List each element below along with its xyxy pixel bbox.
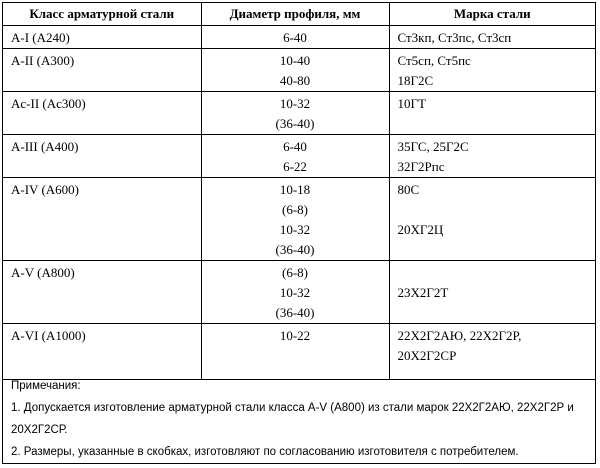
- diameter-value: 10-40: [279, 53, 311, 68]
- steel-class-cell: [3, 324, 201, 380]
- steel-grade-value: [390, 114, 596, 134]
- diameter-cell: [201, 26, 389, 49]
- steel-grade-cell: [389, 324, 595, 380]
- table-row: [3, 92, 595, 135]
- steel-class-cell: [3, 178, 201, 261]
- diameter-value: 6-40: [283, 139, 307, 154]
- steel-grade-value: [390, 200, 596, 220]
- header-steel-class: Класс арматурной стали: [3, 3, 201, 26]
- diameter-cell: [201, 135, 389, 178]
- steel-grade-cell: [389, 92, 595, 135]
- steel-grade-value: 18Г2С: [397, 73, 434, 88]
- document-frame: [2, 2, 596, 464]
- diameter-value: (6-8): [282, 265, 308, 280]
- diameter-value: 6-22: [283, 159, 307, 174]
- steel-class-label: A-IV (A600): [11, 182, 79, 197]
- header-profile-diameter: Диаметр профиля, мм: [201, 3, 389, 26]
- note-line: 1. Допускается изготовление арматурной стали класса A-V (A800) из стали марок 22Х2Г2АЮ, 22Х2Г2Р и: [11, 402, 574, 414]
- diameter-value: (6-8): [282, 202, 308, 217]
- steel-grade-value: Ст3кп, Ст3пс, Ст3сп: [397, 30, 512, 45]
- table-row: [3, 261, 595, 324]
- steel-grade-cell: [389, 135, 595, 178]
- table-row: [3, 324, 595, 380]
- steel-grade-value: 20ХГ2Ц: [397, 222, 444, 237]
- steel-class-cell: [3, 135, 201, 178]
- diameter-value: 10-18: [279, 182, 311, 197]
- steel-grade-cell: [389, 178, 595, 261]
- diameter-cell: [201, 92, 389, 135]
- steel-grade-value: [390, 240, 596, 260]
- steel-class-label: A-V (A800): [11, 265, 75, 280]
- note-line: 20Х2Г2СР.: [11, 424, 68, 436]
- diameter-value: (36-40): [275, 116, 315, 131]
- steel-grade-value: 10ГТ: [397, 96, 426, 111]
- diameter-value: 10-32: [279, 222, 311, 237]
- table-header-row: [3, 3, 595, 26]
- diameter-value: 6-40: [283, 30, 307, 45]
- steel-grade-cell: [389, 26, 595, 49]
- steel-grade-cell: [389, 49, 595, 92]
- steel-class-label: A-III (A400): [11, 139, 79, 154]
- steel-class-label: A-I (A240): [11, 30, 70, 45]
- table-row: [3, 26, 595, 49]
- table-row: [3, 135, 595, 178]
- steel-class-table: [3, 3, 595, 380]
- steel-grade-value: 32Г2Рпс: [397, 159, 445, 174]
- table-row: [3, 178, 595, 261]
- diameter-cell: [201, 178, 389, 261]
- steel-class-label: Ac-II (Ac300): [11, 96, 86, 111]
- notes-title: Примечания:: [11, 380, 81, 392]
- steel-class-cell: [3, 92, 201, 135]
- steel-grade-cell: [389, 261, 595, 324]
- diameter-cell: [201, 261, 389, 324]
- steel-class-label: A-II (A300): [11, 53, 75, 68]
- diameter-value: 10-32: [279, 285, 311, 300]
- diameter-value: 10-22: [279, 328, 311, 343]
- diameter-value: (36-40): [275, 305, 315, 320]
- steel-class-cell: [3, 26, 201, 49]
- steel-grade-value: [390, 263, 596, 283]
- steel-grade-value: 80С: [397, 182, 420, 197]
- steel-grade-value: 23Х2Г2Т: [397, 285, 449, 300]
- steel-grade-value: [390, 303, 596, 323]
- steel-class-cell: [3, 261, 201, 324]
- notes-section: [11, 375, 591, 463]
- steel-grade-value: 22Х2Г2АЮ, 22Х2Г2Р,: [397, 328, 522, 343]
- diameter-value: 40-80: [279, 73, 311, 88]
- steel-grade-value: 20Х2Г2СР: [397, 348, 457, 363]
- note-line: 2. Размеры, указанные в скобках, изготовляют по согласованию изготовителя с потребителем.: [11, 446, 519, 458]
- steel-grade-value: Ст5сп, Ст5пс: [397, 53, 471, 68]
- steel-class-cell: [3, 49, 201, 92]
- diameter-value: 10-32: [279, 96, 311, 111]
- table-row: [3, 49, 595, 92]
- diameter-value: (36-40): [275, 242, 315, 257]
- diameter-cell: [201, 49, 389, 92]
- header-steel-grade: Марка стали: [389, 3, 595, 26]
- diameter-cell: [201, 324, 389, 380]
- steel-grade-value: 35ГС, 25Г2С: [397, 139, 469, 154]
- steel-class-label: A-VI (A1000): [11, 328, 86, 343]
